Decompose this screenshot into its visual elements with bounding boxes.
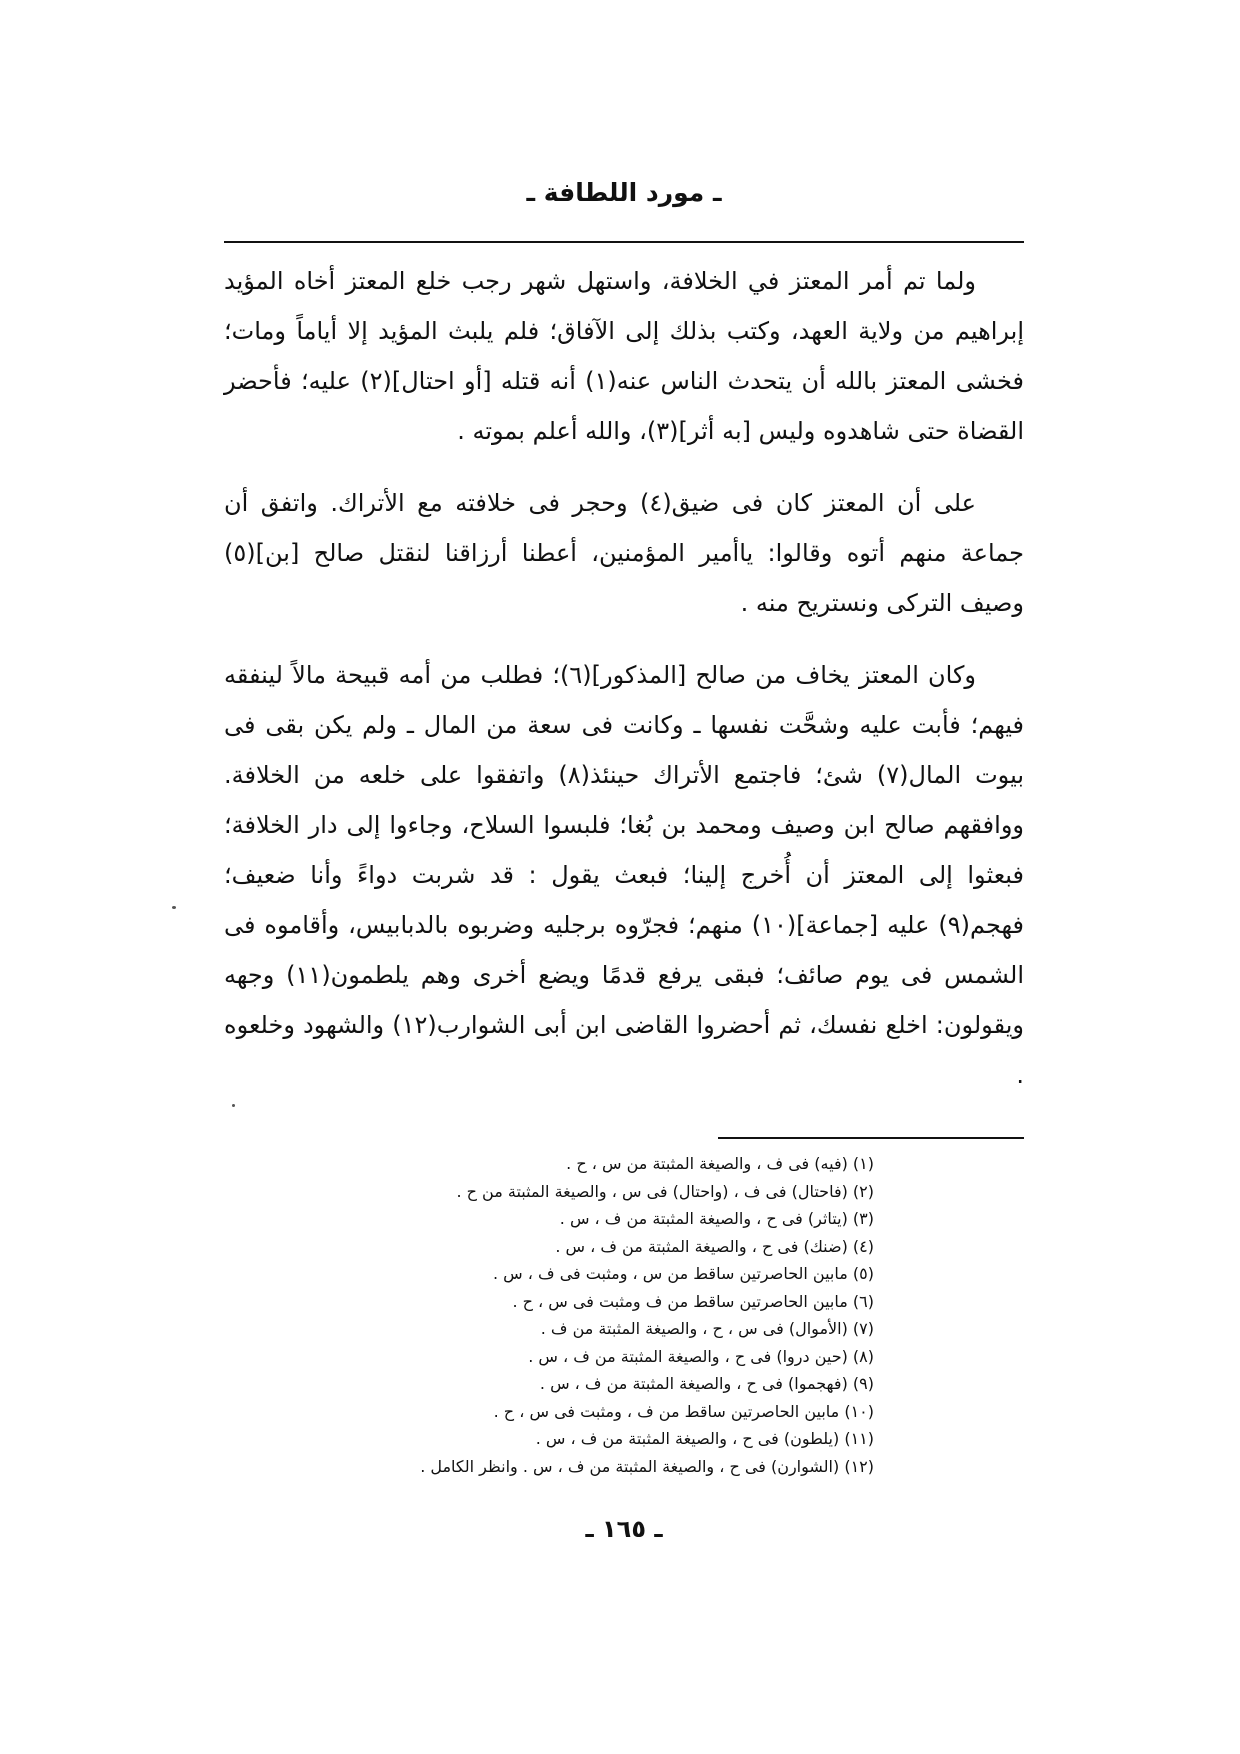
scan-speck [172,906,176,909]
paragraph-3: وكان المعتز يخاف من صالح [المذكور](٦)؛ فطلب من أمه قبيحة مالاً لينفقه فيهم؛ فأبت عليه وشحَّت نفسها ـ وكانت فى سعة من المال ـ ولم يكن بقى فى بيوت المال(٧) شئ؛ فاجتمع الأتراك حينئذ(٨) واتفقوا على خلعه من الخلافة. ووافقهم صالح ابن وصيف ومحمد بن بُغا؛ فلبسوا السلاح، وجاءوا إلى دار الخلافة؛ فبعثوا إلى المعتز أن أُخرج إلينا؛ فبعث يقول : قد شربت دواءً وأنا ضعيف؛ فهجم(٩) عليه [جماعة](١٠) منهم؛ فجرّوه برجليه وضربوه بالدبابيس، وأقاموه فى الشمس فى يوم صائف؛ فبقى يرفع قدمًا ويضع أخرى وهم يلطمون(١١) وجهه ويقولون: اخلع نفسك، ثم أحضروا القاضى ابن أبى الشوارب(١٢) والشهود وخلعوه . [224,661,1024,1089]
footnote-11: (١١) (يلطون) فى ح ، والصيغة المثبتة من ف ، س . [535,1429,874,1448]
footnote-4: (٤) (ضنك) فى ح ، والصيغة المثبتة من ف ، س . [555,1236,874,1256]
footnote-8: (٨) (حين دروا) فى ح ، والصيغة المثبتة من ف ، س . [528,1346,874,1366]
footnote-2: (٢) (فاحتال) فى ف ، (واحتال) فى س ، والصيغة المثبتة من ح . [456,1181,874,1201]
footnote-rule [718,1137,1024,1139]
footnote-12: (١٢) (الشوارن) فى ح ، والصيغة المثبتة من ف ، س . وانظر الكامل . [420,1456,874,1476]
footnote-5: (٥) مابين الحاصرتين ساقط من س ، ومثبت فى ف ، س . [493,1264,874,1283]
footnote-1: (١) (فيه) فى ف ، والصيغة المثبتة من س ، ح . [566,1154,874,1173]
paragraph-1: ولما تم أمر المعتز في الخلافة، واستهل شهر رجب خلع المعتز أخاه المؤيد إبراهيم من ولاية العهد، وكتب بذلك إلى الآفاق؛ فلم يلبث المؤيد إلا أياماً ومات؛ فخشى المعتز بالله أن يتحدث الناس عنه(١) أنه قتله [أو احتال](٢) عليه؛ فأحضر القضاة حتى شاهدوه وليس [به أثر](٣)، والله أعلم بموته . [224,267,1024,445]
footnote-9: (٩) (فهجموا) فى ح ، والصيغة المثبتة من ف ، س . [539,1374,874,1393]
footnote-10: (١٠) مابين الحاصرتين ساقط من ف ، ومثبت فى س ، ح . [493,1401,874,1421]
page-number: ـ ١٦٥ ـ [585,1515,663,1543]
footnote-3: (٣) (يتاثر) فى ح ، والصيغة المثبتة من ف ، س . [559,1209,874,1228]
footnotes [224,1150,1024,1480]
paragraph-2: على أن المعتز كان فى ضيق(٤) وحجر فى خلافته مع الأتراك. واتفق أن جماعة منهم أتوه وقالوا: ياأمير المؤمنين، أعطنا أرزاقنا لنقتل صالح [بن](٥) وصيف التركى ونستريح منه . [224,489,1024,617]
main-text [224,256,1024,1122]
footnote-6: (٦) مابين الحاصرتين ساقط من ف ومثبت فى س ، ح . [512,1291,874,1311]
header-rule [224,241,1024,243]
running-header: ـ مورد اللطافة ـ [526,178,722,207]
footnote-7: (٧) (الأموال) فى س ، ح ، والصيغة المثبتة من ف . [540,1319,874,1338]
scan-speck [232,1104,235,1107]
